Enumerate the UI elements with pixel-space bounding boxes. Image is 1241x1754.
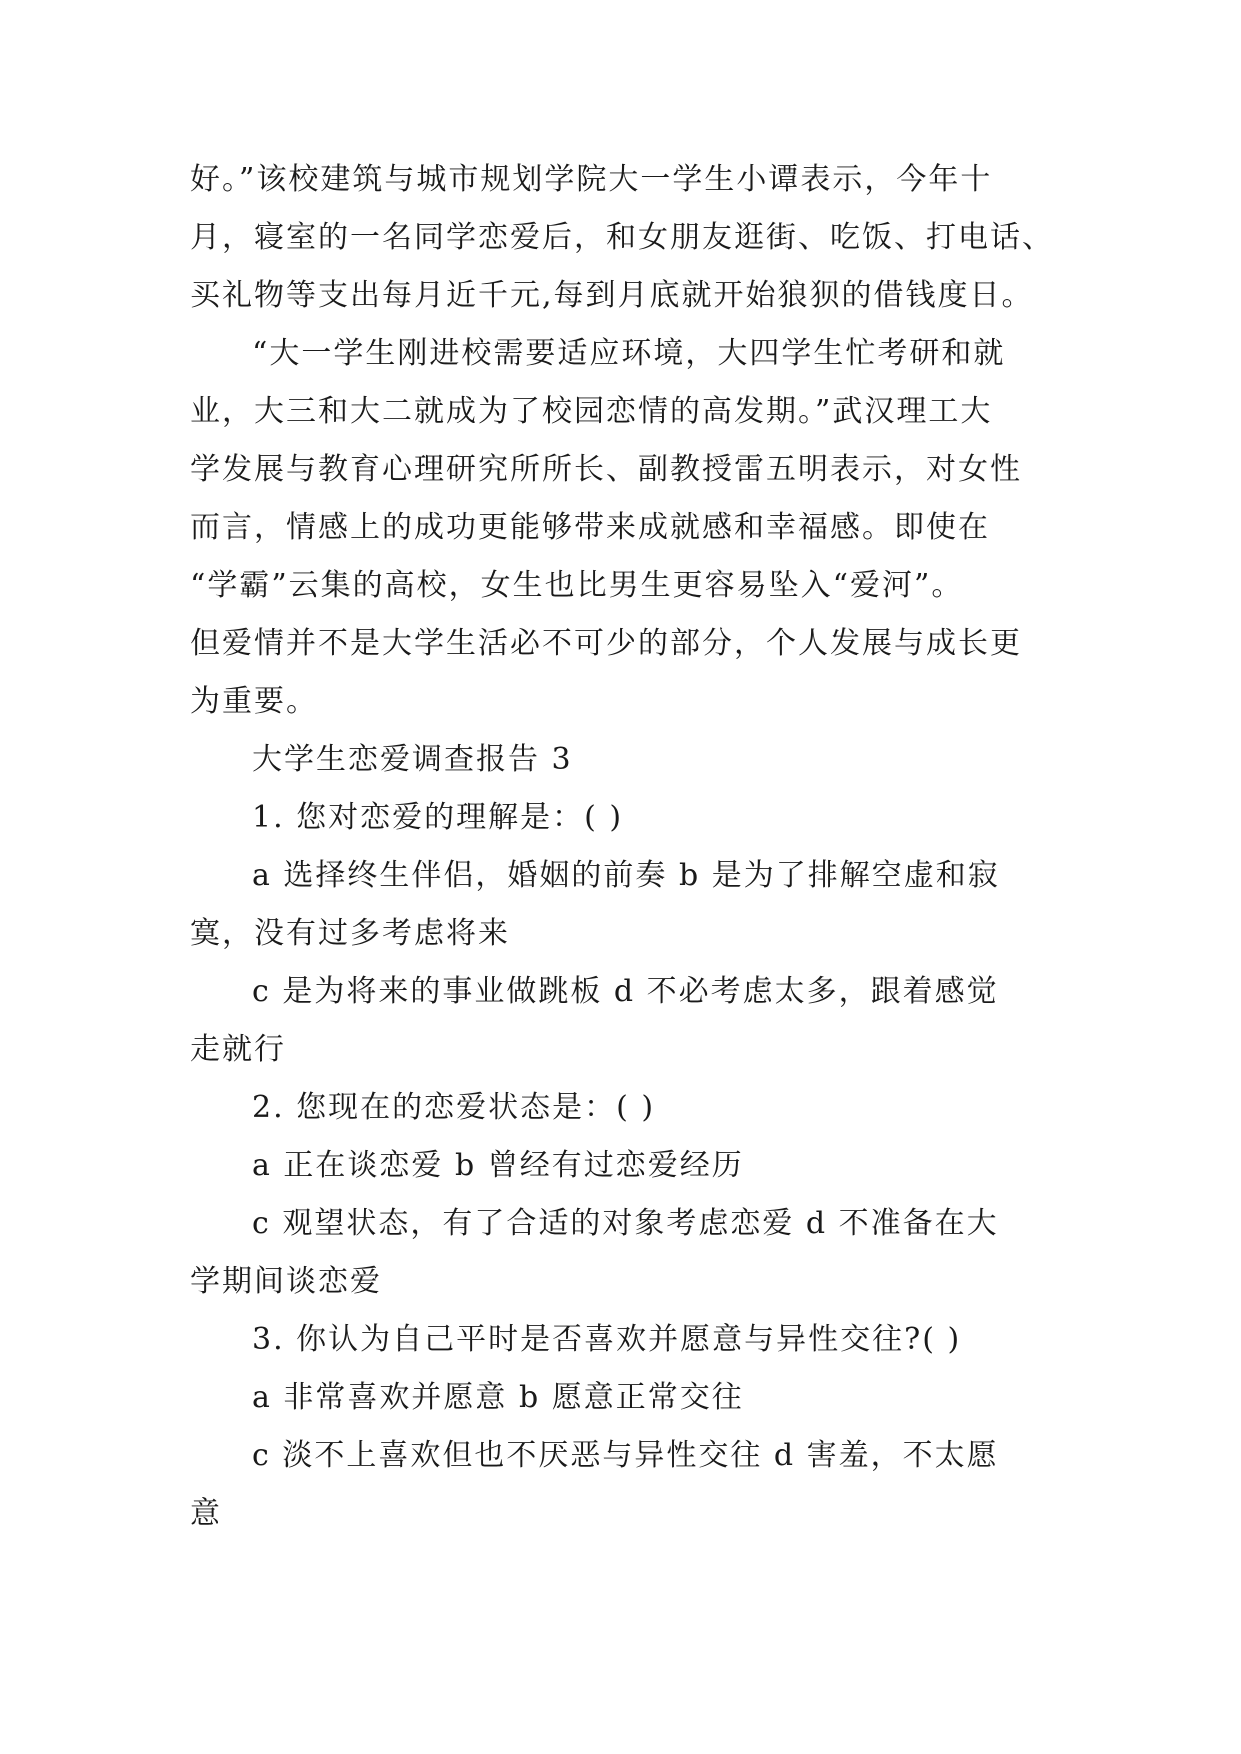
- answer-options: a 选择终生伴侣，婚姻的前奏 b 是为了排解空虚和寂: [252, 858, 1000, 893]
- answer-options: c 观望状态，有了合适的对象考虑恋爱 d 不准备在大: [252, 1206, 999, 1241]
- answer-options-continued: 学期间谈恋爱: [190, 1264, 382, 1299]
- answer-options-continued: 意: [190, 1496, 222, 1531]
- text-line: 好。”该校建筑与城市规划学院大一学生小谭表示，今年十: [190, 162, 993, 197]
- text-line: 而言，情感上的成功更能够带来成就感和幸福感。即使在: [190, 510, 990, 545]
- section-heading: 大学生恋爱调查报告 3: [252, 742, 573, 777]
- answer-options-continued: 寞，没有过多考虑将来: [190, 916, 510, 951]
- text-line: 但爱情并不是大学生活必不可少的部分，个人发展与成长更: [190, 626, 1022, 661]
- text-line: 业，大三和大二就成为了校园恋情的高发期。”武汉理工大: [190, 394, 993, 429]
- text-line: “学霸”云集的高校，女生也比男生更容易坠入“爱河”。: [190, 568, 964, 603]
- answer-options: c 淡不上喜欢但也不厌恶与异性交往 d 害羞，不太愿: [252, 1438, 999, 1473]
- answer-options: a 非常喜欢并愿意 b 愿意正常交往: [252, 1380, 744, 1415]
- text-line: 为重要。: [190, 684, 318, 719]
- question-3: 3. 你认为自己平时是否喜欢并愿意与异性交往?( ): [252, 1322, 962, 1357]
- text-line: 买礼物等支出每月近千元,每到月底就开始狼狈的借钱度日。: [190, 278, 1034, 313]
- text-line: “大一学生刚进校需要适应环境，大四学生忙考研和就: [252, 336, 1006, 371]
- question-2: 2. 您现在的恋爱状态是：( ): [252, 1090, 656, 1125]
- text-line: 学发展与教育心理研究所所长、副教授雷五明表示，对女性: [190, 452, 1022, 487]
- answer-options: c 是为将来的事业做跳板 d 不必考虑太多，跟着感觉: [252, 974, 999, 1009]
- question-1: 1. 您对恋爱的理解是：( ): [252, 800, 624, 835]
- answer-options: a 正在谈恋爱 b 曾经有过恋爱经历: [252, 1148, 744, 1183]
- text-line: 月，寝室的一名同学恋爱后，和女朋友逛街、吃饭、打电话、: [190, 220, 1054, 255]
- answer-options-continued: 走就行: [190, 1032, 286, 1067]
